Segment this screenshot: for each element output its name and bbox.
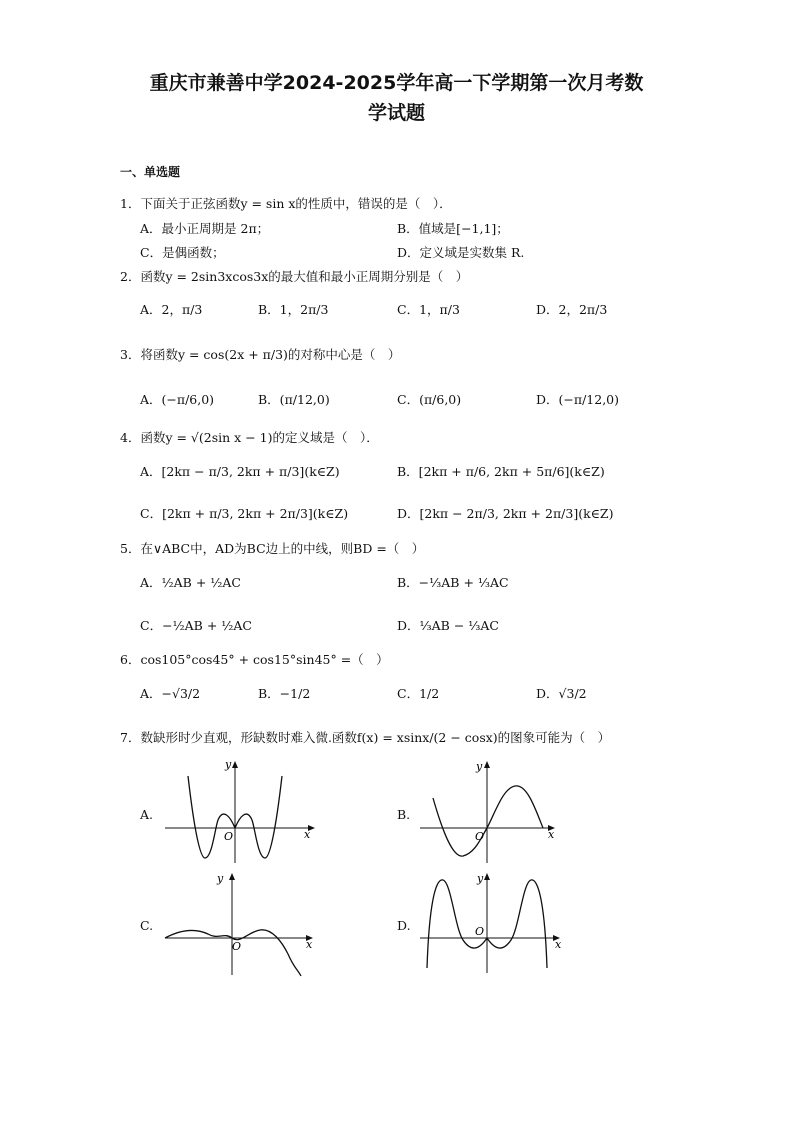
section-heading: 一、单选题: [120, 165, 181, 179]
q3-option-d: D．(−π/12,0): [536, 392, 620, 407]
page-title-line2: 学试题: [367, 102, 425, 124]
x-axis-label: x: [304, 828, 311, 841]
y-axis-label: y: [477, 872, 484, 885]
question-2-stem: 2．函数y = 2sin3xcos3x的最大值和最小正周期分别是（ ）: [120, 269, 469, 284]
q4-option-c: C．[2kπ + π/3, 2kπ + 2π/3](k∈Z): [140, 506, 349, 521]
q6-option-d: D．√3/2: [536, 686, 587, 701]
q2-option-b: B．1，2π/3: [258, 302, 329, 317]
y-axis-label: y: [476, 760, 483, 773]
q4-option-d: D．[2kπ − 2π/3, 2kπ + 2π/3](k∈Z): [397, 506, 614, 521]
origin-label: O: [475, 830, 485, 843]
y-axis-label: y: [217, 872, 224, 885]
origin-label: O: [232, 940, 242, 953]
q5-option-b: B．−⅓AB + ⅓AC: [397, 575, 509, 590]
graph-d: [415, 868, 575, 982]
q5-option-a: A．½AB + ½AC: [140, 575, 241, 590]
q3-option-a: A．(−π/6,0): [140, 392, 215, 407]
graph-b: [415, 758, 575, 872]
origin-label: O: [475, 925, 485, 938]
question-1-stem: 1．下面关于正弦函数y = sin x的性质中，错误的是（ ）．: [120, 196, 452, 211]
q7-option-d: D.: [397, 918, 411, 933]
y-axis-label: y: [225, 758, 232, 771]
x-axis-label: x: [555, 938, 562, 951]
x-axis-label: x: [306, 938, 313, 951]
y-axis-arrow: [484, 873, 490, 880]
q6-option-a: A．−√3/2: [140, 686, 201, 701]
curve-b: [433, 786, 543, 856]
q1-option-c: C．是偶函数；: [140, 245, 225, 260]
graph-a: [160, 758, 320, 872]
q2-option-d: D．2，2π/3: [536, 302, 608, 317]
question-7-stem: 7．数缺形时少直观，形缺数时难入微.函数f(x) = xsinx/(2 − cosx)的图象可能为（ ）: [120, 730, 611, 745]
y-axis-arrow: [484, 761, 490, 768]
question-6-stem: 6．cos105°cos45° + cos15°sin45° =（ ）: [120, 652, 389, 667]
q1-option-b: B．值域是[−1,1]；: [397, 221, 509, 236]
y-axis-arrow: [229, 873, 235, 880]
q3-option-c: C．(π/6,0): [397, 392, 462, 407]
graph-c: [160, 870, 320, 984]
origin-label: O: [224, 830, 234, 843]
page-title-line1: 重庆市兼善中学2024-2025学年高一下学期第一次月考数: [149, 72, 644, 94]
q1-option-a: A．最小正周期是 2π；: [140, 221, 270, 236]
q4-option-a: A．[2kπ − π/3, 2kπ + π/3](k∈Z): [140, 464, 340, 479]
x-axis-label: x: [548, 828, 555, 841]
y-axis-arrow: [232, 761, 238, 768]
q6-option-b: B．−1/2: [258, 686, 311, 701]
q7-option-b: B.: [397, 807, 411, 822]
q7-option-a: A.: [140, 807, 154, 822]
question-3-stem: 3．将函数y = cos(2x + π/3)的对称中心是（ ）: [120, 347, 401, 362]
q3-option-b: B．(π/12,0): [258, 392, 330, 407]
q4-option-b: B．[2kπ + π/6, 2kπ + 5π/6](k∈Z): [397, 464, 605, 479]
q5-option-d: D．⅓AB − ⅓AC: [397, 618, 499, 633]
q6-option-c: C．1/2: [397, 686, 440, 701]
q2-option-a: A．2，π/3: [140, 302, 203, 317]
question-4-stem: 4．函数y = √(2sin x − 1)的定义域是（ ）．: [120, 430, 379, 445]
q1-option-d: D．定义域是实数集 R.: [397, 245, 525, 260]
q2-option-c: C．1，π/3: [397, 302, 460, 317]
q7-option-c: C.: [140, 918, 154, 933]
q5-option-c: C．−½AB + ½AC: [140, 618, 252, 633]
question-5-stem: 5．在∨ABC中，AD为BC边上的中线，则BD =（ ）: [120, 541, 425, 556]
